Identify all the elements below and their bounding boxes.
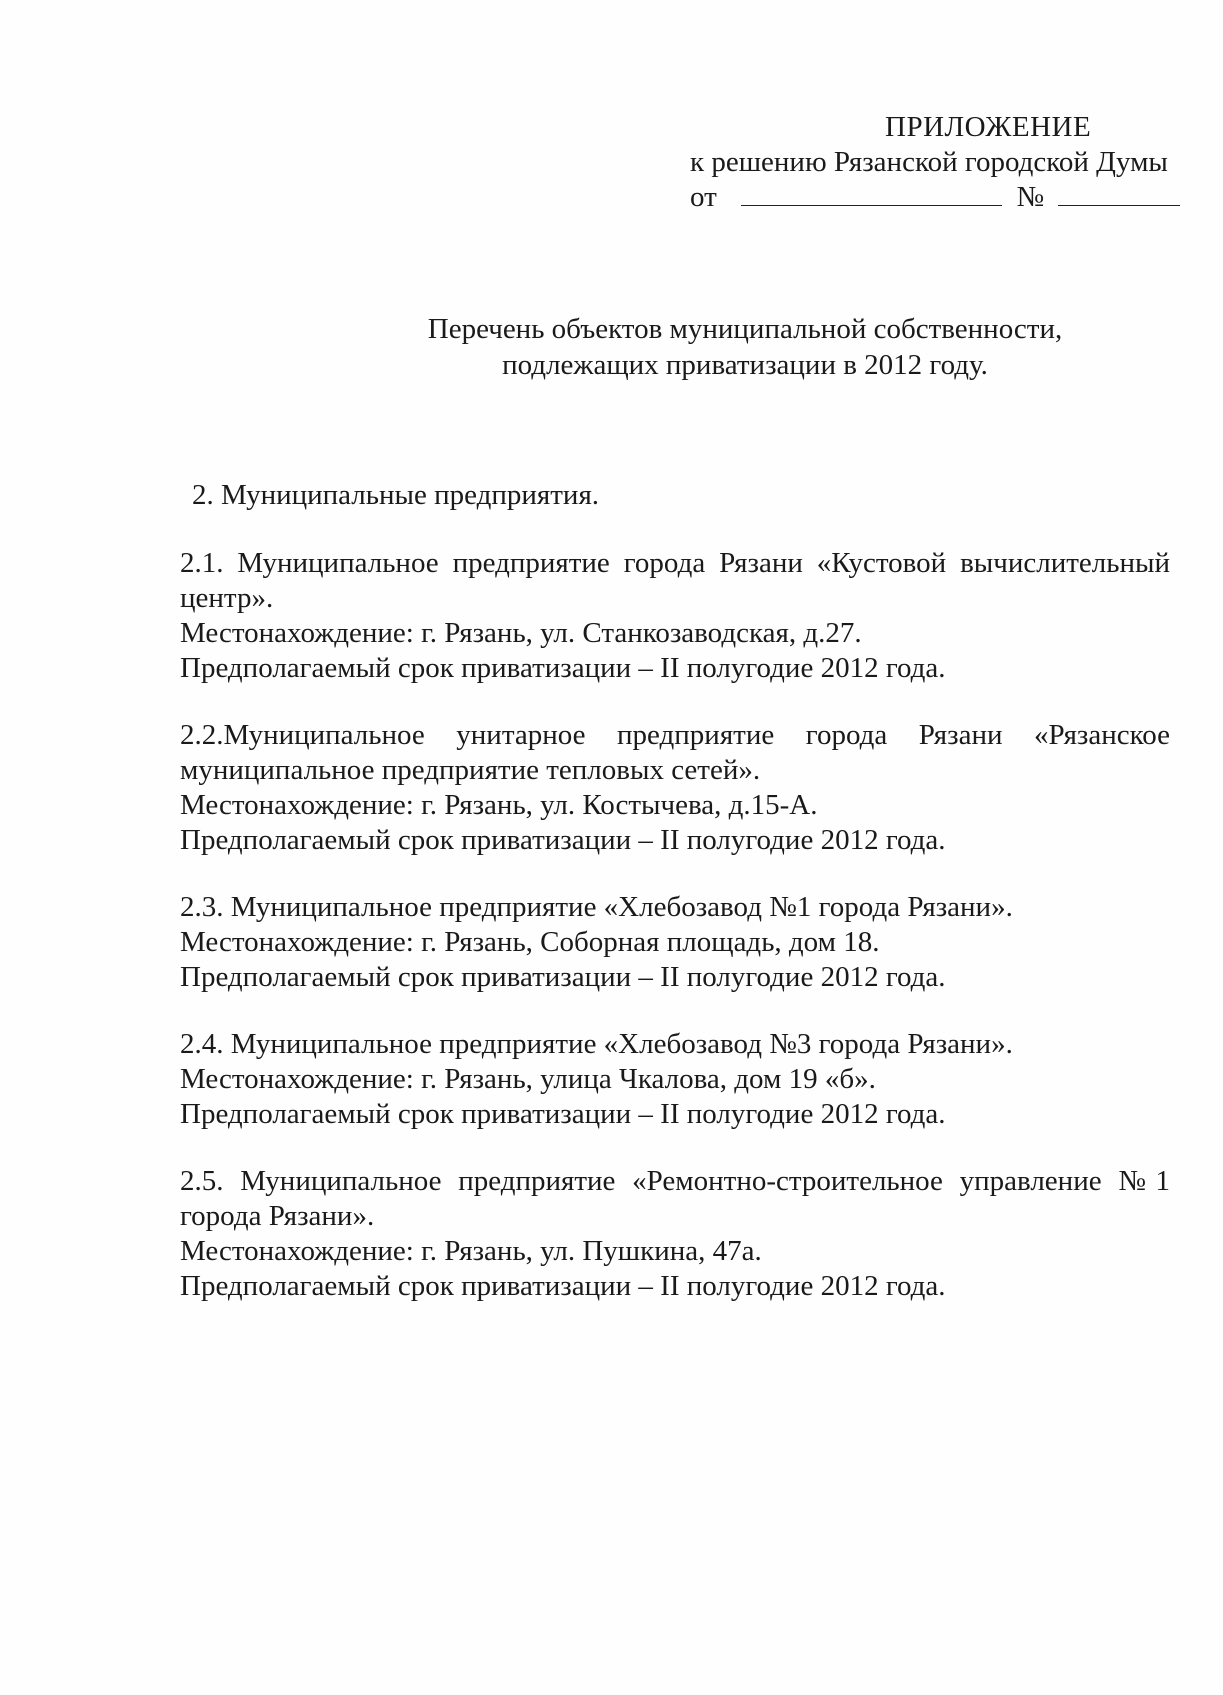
enterprise-location: Местонахождение: г. Рязань, улица Чкалова, дом 19 «б».	[180, 1063, 876, 1095]
privatization-term: Предполагаемый срок приватизации – II полугодие 2012 года.	[180, 652, 946, 684]
privatization-term: Предполагаемый срок приватизации – II полугодие 2012 года.	[180, 824, 946, 856]
enterprise-name: 2.2.Муниципальное унитарное предприятие города Рязани «Рязанское муниципальное предприятие тепловых сетей».	[180, 719, 1170, 786]
appendix-title: ПРИЛОЖЕНИЕ	[885, 111, 1092, 143]
number-sign: №	[1016, 181, 1045, 213]
list-item	[180, 546, 1170, 686]
enterprise-location: Местонахождение: г. Рязань, ул. Станкозаводская, д.27.	[180, 617, 862, 649]
enterprise-location: Местонахождение: г. Рязань, Соборная площадь, дом 18.	[180, 926, 880, 958]
date-prefix: от	[690, 181, 717, 213]
enterprise-location: Местонахождение: г. Рязань, ул. Пушкина, 47а.	[180, 1235, 762, 1267]
document-title-line-1: Перечень объектов муниципальной собственности,	[427, 313, 1063, 345]
section-heading: 2. Муниципальные предприятия.	[192, 479, 600, 511]
enterprise-name: 2.3. Муниципальное предприятие «Хлебозавод №1 города Рязани».	[180, 891, 1013, 923]
date-blank-line	[741, 183, 1003, 206]
appendix-reference-line	[690, 180, 1180, 215]
list-item	[180, 718, 1170, 858]
list-item	[180, 1164, 1170, 1304]
enterprise-list	[180, 546, 1170, 1336]
appendix-decision-line: к решению Рязанской городской Думы	[690, 146, 1168, 178]
appendix-header	[690, 110, 1180, 215]
privatization-term: Предполагаемый срок приватизации – II полугодие 2012 года.	[180, 961, 946, 993]
enterprise-name: 2.4. Муниципальное предприятие «Хлебозавод №3 города Рязани».	[180, 1028, 1013, 1060]
document-title	[360, 311, 1130, 383]
privatization-term: Предполагаемый срок приватизации – II полугодие 2012 года.	[180, 1270, 946, 1302]
enterprise-name: 2.1. Муниципальное предприятие города Рязани «Кустовой вычислительный центр».	[180, 547, 1170, 614]
privatization-term: Предполагаемый срок приватизации – II полугодие 2012 года.	[180, 1098, 946, 1130]
document-title-line-2: подлежащих приватизации в 2012 году.	[502, 349, 988, 381]
enterprise-location: Местонахождение: г. Рязань, ул. Костычева, д.15-А.	[180, 789, 818, 821]
enterprise-name: 2.5. Муниципальное предприятие «Ремонтно-строительное управление №1 города Рязани».	[180, 1165, 1170, 1232]
list-item	[180, 890, 1170, 995]
number-blank-line	[1058, 183, 1180, 206]
list-item	[180, 1027, 1170, 1132]
